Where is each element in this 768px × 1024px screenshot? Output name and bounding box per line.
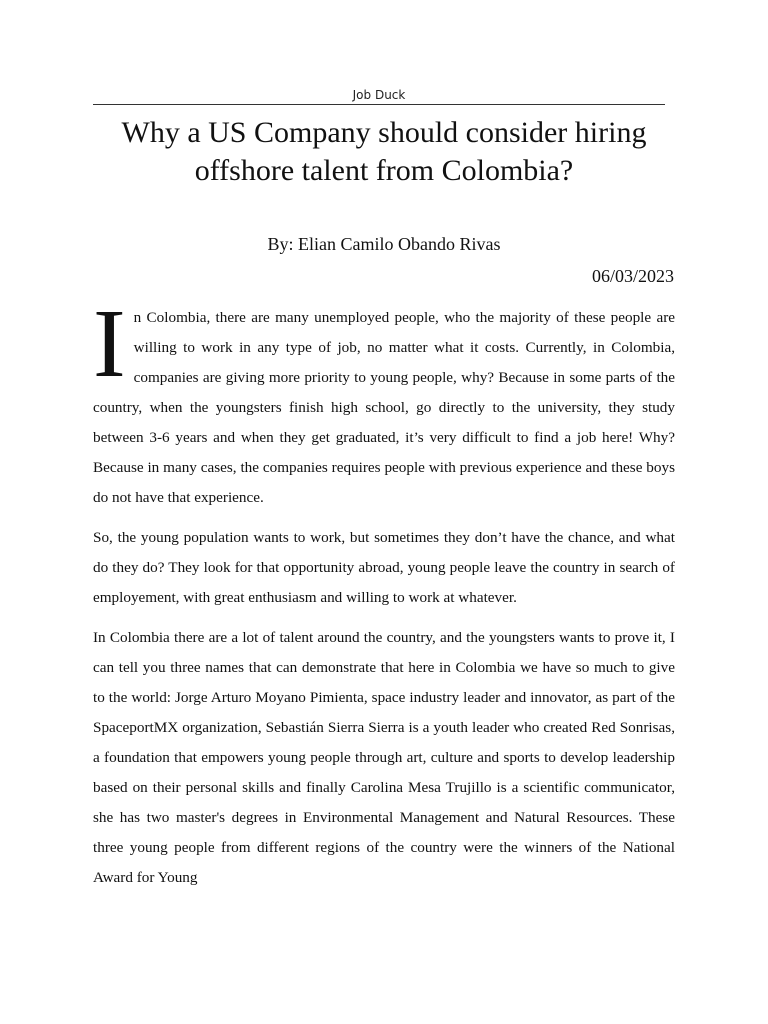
author-byline: By: Elian Camilo Obando Rivas bbox=[267, 234, 501, 254]
paragraph-1 bbox=[93, 290, 675, 513]
paragraph-1-text: n Colombia, there are many unemployed people, who the majority of these people are willing to work in any type of job, no matter what it costs. Currently, in Colombia, companies are giving more priority to young people, why? Because in some parts of the country, when the youngsters finish high school, go directly to the university, they study between 3-6 years and when they get graduated, it’s very difficult to find a job here! Why? Because in many cases, the companies requires people with previous experience and these boys do not have that experience. bbox=[93, 309, 675, 506]
document-title: Why a US Company should consider hiring offshore talent from Colombia? bbox=[121, 116, 647, 187]
article-body bbox=[93, 290, 675, 903]
drop-cap: I bbox=[93, 290, 126, 398]
paragraph-2: So, the young population wants to work, but sometimes they don’t have the chance, and what do they do? They look for that opportunity abroad, young people leave the country in search of employement, with great enthusiasm and willing to work at whatever. bbox=[93, 529, 675, 606]
paragraph-3: In Colombia there are a lot of talent around the country, and the youngsters wants to prove it, I can tell you three names that can demonstrate that here in Colombia we have so much to give to the world: Jorge Arturo Moyano Pimienta, space industry leader and innovator, as part of the SpaceportMX organization, Sebastián Sierra Sierra is a youth leader who created Red Sonrisas, a foundation that empowers young people through art, culture and sports to develop leadership based on their personal skills and finally Carolina Mesa Trujillo is a scientific communicator, she has two master's degrees in Environmental Management and Natural Resources. These three young people from different regions of the country were the winners of the National Award for Young bbox=[93, 629, 675, 886]
header-rule bbox=[93, 104, 665, 105]
running-header: Job Duck bbox=[352, 88, 406, 102]
document-date: 06/03/2023 bbox=[591, 266, 674, 286]
